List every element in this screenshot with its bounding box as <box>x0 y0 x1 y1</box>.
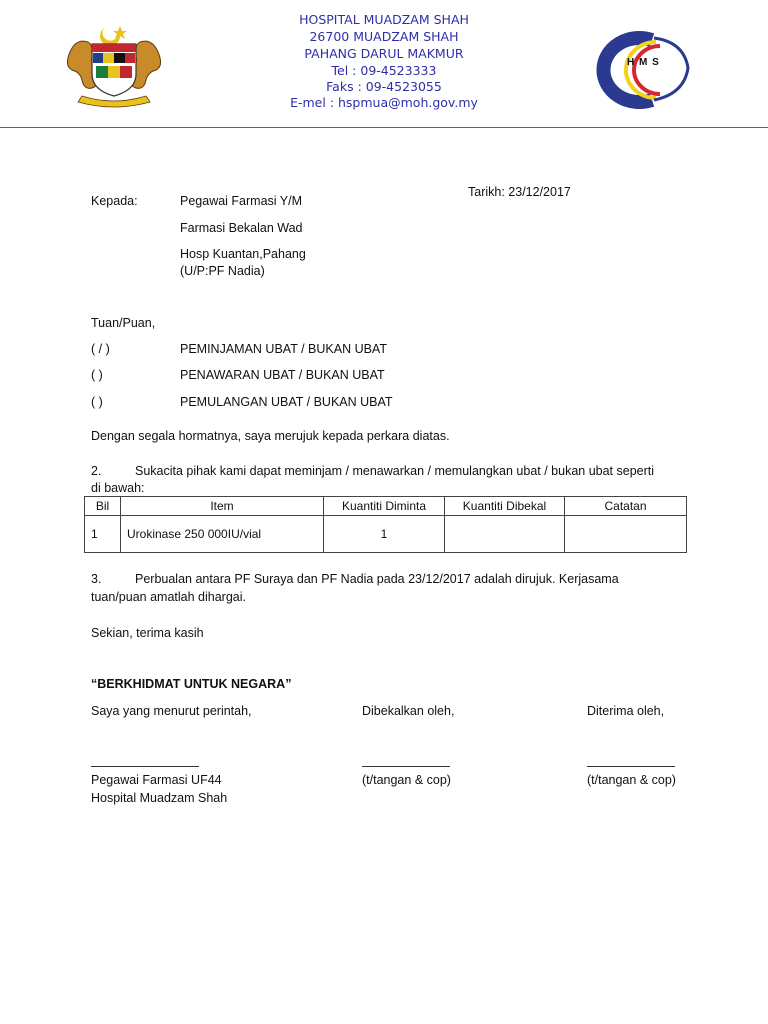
table-header-row <box>85 497 687 516</box>
signature-left-org: Hospital Muadzam Shah <box>91 791 228 805</box>
letterhead-tel: Tel : 09-4523333 <box>331 63 437 78</box>
table-row <box>85 516 687 553</box>
col-header-qty-requested: Kuantiti Diminta <box>324 497 445 516</box>
signature-left-line <box>91 766 199 767</box>
recipient-line-3: Hosp Kuantan,Pahang <box>180 247 306 261</box>
signature-right-caption: (t/tangan & cop) <box>587 773 676 787</box>
para3-line-2: tuan/puan amatlah dihargai. <box>91 590 246 604</box>
cell-notes <box>565 516 687 553</box>
col-header-qty-supplied: Kuantiti Dibekal <box>445 497 565 516</box>
letterhead-email: E-mel : hspmua@moh.gov.my <box>290 95 478 110</box>
signature-left-title: Saya yang menurut perintah, <box>91 704 252 718</box>
option-box-offer: ( ) <box>91 368 103 382</box>
hms-logo <box>582 28 692 112</box>
recipient-line-1: Pegawai Farmasi Y/M <box>180 194 303 208</box>
letterhead-state: PAHANG DARUL MAKMUR <box>304 46 464 61</box>
para2-line-2: di bawah: <box>91 481 145 495</box>
col-header-notes: Catatan <box>565 497 687 516</box>
signature-middle-title: Dibekalkan oleh, <box>362 704 455 718</box>
recipient-line-4: (U/P:PF Nadia) <box>180 264 265 278</box>
para2-number: 2. <box>91 464 102 478</box>
closing-text: Sekian, terima kasih <box>91 626 204 640</box>
para3-line-1: Perbualan antara PF Suraya dan PF Nadia pada 23/12/2017 adalah dirujuk. Kerjasama <box>135 572 619 586</box>
recipient-line-2: Farmasi Bekalan Wad <box>180 221 303 235</box>
cell-item: Urokinase 250 000IU/vial <box>121 516 324 553</box>
hms-logo-text: H M S <box>627 57 660 68</box>
col-header-bil: Bil <box>85 497 121 516</box>
signature-middle-line <box>362 766 450 767</box>
signature-right-line <box>587 766 675 767</box>
option-box-borrow: ( / ) <box>91 342 110 356</box>
option-label-return: PEMULANGAN UBAT / BUKAN UBAT <box>180 395 393 409</box>
cell-qty-supplied <box>445 516 565 553</box>
signature-left-name: Pegawai Farmasi UF44 <box>91 773 222 787</box>
cell-qty-requested: 1 <box>324 516 445 553</box>
signature-right-title: Diterima oleh, <box>587 704 665 718</box>
option-label-offer: PENAWARAN UBAT / BUKAN UBAT <box>180 368 385 382</box>
letterhead-fax: Faks : 09-4523055 <box>326 79 442 94</box>
items-table <box>84 496 687 553</box>
option-box-return: ( ) <box>91 395 103 409</box>
intro-paragraph: Dengan segala hormatnya, saya merujuk kepada perkara diatas. <box>91 429 450 443</box>
date-text: Tarikh: 23/12/2017 <box>468 185 571 199</box>
option-label-borrow: PEMINJAMAN UBAT / BUKAN UBAT <box>180 342 387 356</box>
col-header-item: Item <box>121 497 324 516</box>
recipient-label: Kepada: <box>91 194 138 208</box>
para3-number: 3. <box>91 572 102 586</box>
salutation: Tuan/Puan, <box>91 316 156 330</box>
cell-bil: 1 <box>85 516 121 553</box>
letterhead-postcode-city: 26700 MUADZAM SHAH <box>309 29 459 44</box>
letterhead-hospital-name: HOSPITAL MUADZAM SHAH <box>299 12 469 27</box>
motto-text: “BERKHIDMAT UNTUK NEGARA” <box>91 677 292 691</box>
header-divider <box>0 127 768 128</box>
para2-line-1: Sukacita pihak kami dapat meminjam / menawarkan / memulangkan ubat / bukan ubat seperti <box>135 464 655 478</box>
signature-middle-caption: (t/tangan & cop) <box>362 773 451 787</box>
